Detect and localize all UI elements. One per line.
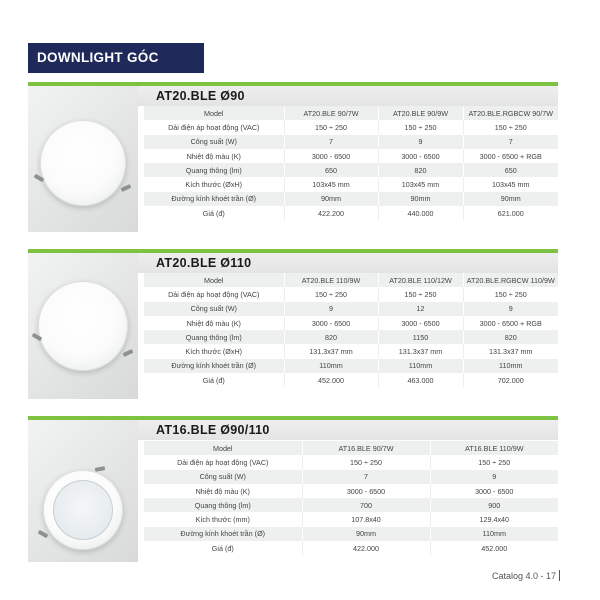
spec-label: Công suất (W) [144,470,302,484]
spec-label: Dải điện áp hoạt động (VAC) [144,455,302,469]
spec-value: 820 [378,163,463,177]
spec-value: 110mm [284,359,378,373]
spec-value: 650 [463,163,558,177]
spec-value: AT20.BLE 110/9W [284,273,378,287]
spec-label: Kích thước (ØxH) [144,344,284,358]
spec-value: 700 [302,498,430,512]
spec-label: Nhiệt độ màu (K) [144,149,284,163]
spec-label: Kích thước (ØxH) [144,177,284,191]
spec-value: AT16.BLE 90/7W [302,441,430,455]
spec-label: Giá (đ) [144,541,302,555]
table-row [144,441,558,455]
spec-value: AT20.BLE.RGBCW 90/7W [463,106,558,120]
section-title-bar [138,86,558,106]
spec-label: Đường kính khoét trần (Ø) [144,527,302,541]
spec-label: Model [144,106,284,120]
table-row [144,359,558,373]
spec-label: Dải điện áp hoạt động (VAC) [144,120,284,134]
table-row [144,484,558,498]
spec-value: 650 [284,163,378,177]
spec-label: Giá (đ) [144,373,284,387]
spec-value: 3000 - 6500 + RGB [463,316,558,330]
product-image [28,420,138,562]
section-title-bar [138,253,558,273]
spec-value: 422.000 [302,541,430,555]
spec-label: Kích thước (mm) [144,512,302,526]
spec-value: 107.8x40 [302,512,430,526]
table-row [144,106,558,120]
spec-value: 820 [463,330,558,344]
spec-value: 90mm [284,192,378,206]
spec-label: Công suất (W) [144,135,284,149]
downlight-icon [38,281,128,371]
spec-value: 150 ÷ 250 [463,120,558,134]
spec-label: Quang thông (lm) [144,330,284,344]
spec-value: 422.200 [284,206,378,220]
page-title: DOWNLIGHT GÓC [28,43,204,73]
spec-table [144,106,558,220]
spec-value: 1150 [378,330,463,344]
spec-value: 131.3x37 mm [463,344,558,358]
downlight-icon [43,470,123,550]
spec-value: AT20.BLE 90/7W [284,106,378,120]
table-row [144,192,558,206]
product-image [28,253,138,399]
table-row [144,273,558,287]
table-row [144,527,558,541]
spec-value: 452.000 [430,541,558,555]
table-row [144,373,558,387]
spec-label: Model [144,441,302,455]
spec-value: 3000 - 6500 [378,149,463,163]
spec-value: 131.3x37 mm [378,344,463,358]
spec-value: 129.4x40 [430,512,558,526]
spec-value: 3000 - 6500 [302,484,430,498]
page-footer [492,570,560,581]
product-section-at20-90 [28,82,558,232]
spec-table [144,273,558,387]
table-row [144,470,558,484]
spec-value: 103x45 mm [463,177,558,191]
catalog-page-label: Catalog 4.0 - 17 [491,571,556,581]
product-section-at16 [28,416,558,564]
table-row [144,177,558,191]
spec-value: 820 [284,330,378,344]
spec-value: 9 [378,135,463,149]
spec-value: 150 ÷ 250 [430,455,558,469]
spec-value: 7 [463,135,558,149]
spec-label: Nhiệt độ màu (K) [144,484,302,498]
spec-value: 463.000 [378,373,463,387]
table-row [144,330,558,344]
table-row [144,149,558,163]
spec-value: 103x45 mm [284,177,378,191]
spec-value: 150 ÷ 250 [378,120,463,134]
section-title-bar [138,420,558,440]
spec-value: 131.3x37 mm [284,344,378,358]
spec-value: 702.000 [463,373,558,387]
spec-value: AT20.BLE.RGBCW 110/9W [463,273,558,287]
downlight-icon [40,120,126,206]
spec-value: 110mm [430,527,558,541]
spec-label: Công suất (W) [144,302,284,316]
spec-label: Dải điện áp hoạt động (VAC) [144,287,284,301]
spec-label: Nhiệt độ màu (K) [144,316,284,330]
table-row [144,316,558,330]
spec-value: 150 ÷ 250 [463,287,558,301]
table-row [144,287,558,301]
spec-value: 12 [378,302,463,316]
spec-value: 440.000 [378,206,463,220]
spec-value: 7 [284,135,378,149]
spec-value: 900 [430,498,558,512]
spec-label: Đường kính khoét trần (Ø) [144,359,284,373]
spec-value: 3000 - 6500 [378,316,463,330]
table-row [144,344,558,358]
spec-value: 103x45 mm [378,177,463,191]
spec-value: 90mm [463,192,558,206]
spec-value: AT20.BLE 110/12W [378,273,463,287]
spec-label: Model [144,273,284,287]
spec-value: 452.000 [284,373,378,387]
spec-label: Giá (đ) [144,206,284,220]
spec-value: 150 ÷ 250 [284,287,378,301]
table-row [144,120,558,134]
spec-value: 7 [302,470,430,484]
spec-value: 90mm [378,192,463,206]
spec-value: 621.000 [463,206,558,220]
spec-value: 3000 - 6500 + RGB [463,149,558,163]
spec-label: Quang thông (lm) [144,498,302,512]
spec-value: 110mm [463,359,558,373]
table-row [144,498,558,512]
table-row [144,135,558,149]
spec-value: 150 ÷ 250 [284,120,378,134]
spec-value: 3000 - 6500 [284,316,378,330]
product-image [28,86,138,232]
spec-label: Đường kính khoét trần (Ø) [144,192,284,206]
spec-value: 3000 - 6500 [430,484,558,498]
table-row [144,302,558,316]
table-row [144,455,558,469]
spec-label: Quang thông (lm) [144,163,284,177]
table-row [144,163,558,177]
spec-value: 9 [284,302,378,316]
spec-value: 9 [430,470,558,484]
table-row [144,206,558,220]
spec-value: 150 ÷ 250 [302,455,430,469]
spec-value: 9 [463,302,558,316]
table-row [144,512,558,526]
section-title: AT20.BLE Ø110 [156,256,252,270]
spec-value: AT16.BLE 110/9W [430,441,558,455]
spec-value: 3000 - 6500 [284,149,378,163]
spec-table [144,441,558,555]
spec-value: 90mm [302,527,430,541]
table-row [144,541,558,555]
spec-value: 110mm [378,359,463,373]
product-section-at20-110 [28,249,558,399]
section-title: AT20.BLE Ø90 [156,89,245,103]
section-title: AT16.BLE Ø90/110 [156,423,270,437]
spec-value: AT20.BLE 90/9W [378,106,463,120]
spec-value: 150 ÷ 250 [378,287,463,301]
